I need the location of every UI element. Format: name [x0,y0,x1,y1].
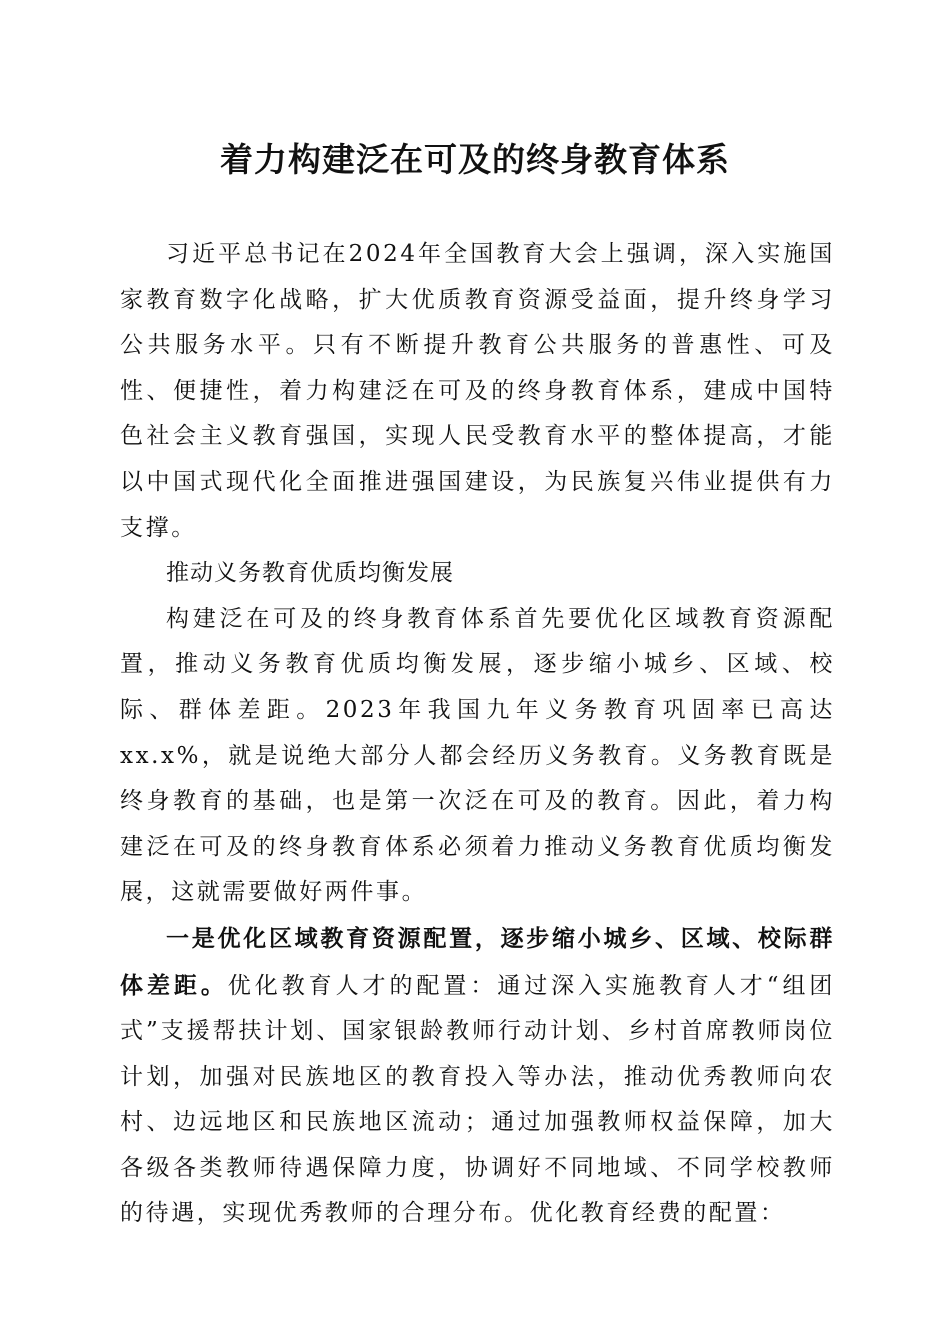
section-heading: 推动义务教育优质均衡发展 [166,560,454,587]
paragraph-intro: 习近平总书记在2024年全国教育大会上强调，深入实施国家教育数字化战略，扩大优质教育资源受益面，提升终身学习公共服务水平。只有不断提升教育公共服务的普惠性、可及性、便捷性，着力构建泛在可及的终身教育体系，建成中国特色社会主义教育强国，实现人民受教育水平的整体提高，才能以中国式现代化全面推进强国建设，为民族复兴伟业提供有力支撑。 [120,241,835,541]
document-title: 着力构建泛在可及的终身教育体系 [220,140,730,179]
paragraph-section-intro: 构建泛在可及的终身教育体系首先要优化区域教育资源配置，推动义务教育优质均衡发展，逐步缩小城乡、区域、校际、群体差距。2023年我国九年义务教育巩固率已高达xx.x%，就是说绝大部分人都会经历义务教育。义务教育既是终身教育的基础，也是第一次泛在可及的教育。因此，着力构建泛在可及的终身教育体系必须着力推动义务教育优质均衡发展，这就需要做好两件事。 [120,605,835,906]
paragraph-lead-bold: 一是优化区域教育资源配置，逐步缩小城乡、区域、校际群体差距。 [120,924,835,999]
document-body [120,232,835,1237]
paragraph-point-one [120,916,835,1237]
paragraph-point-one-text: 优化教育人才的配置：通过深入实施教育人才“组团式”支援帮扶计划、国家银龄教师行动计划、乡村首席教师岗位计划，加强对民族地区的教育投入等办法，推动优秀教师向农村、边远地区和民族地区流动；通过加强教师权益保障，加大各级各类教师待遇保障力度，协调好不同地域、不同学校教师的待遇，实现优秀教师的合理分布。优化教育经费的配置： [120,972,835,1227]
